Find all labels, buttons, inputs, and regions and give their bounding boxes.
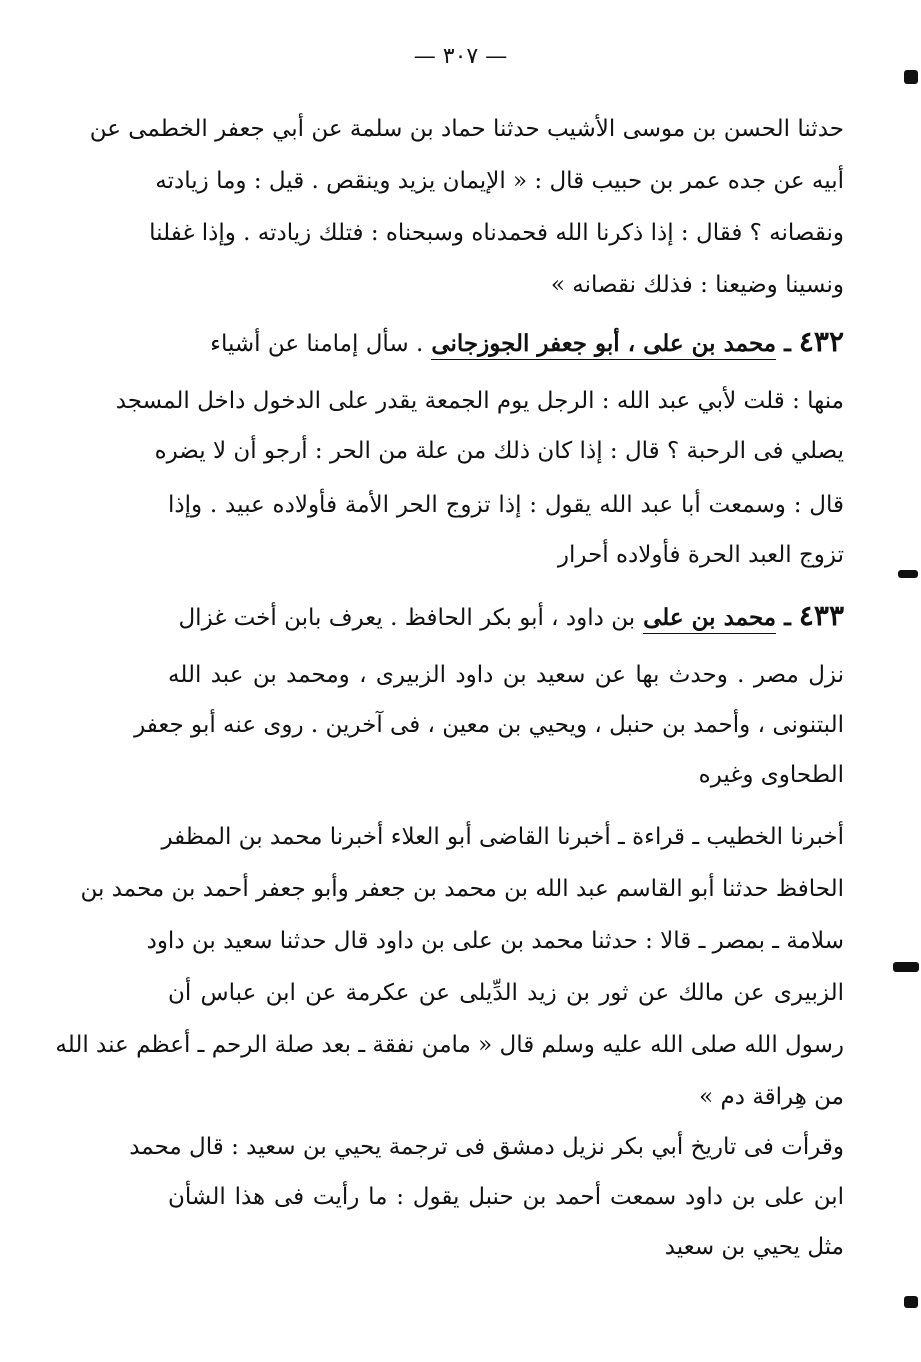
entry-number: ٤٣٣ bbox=[798, 599, 844, 632]
text-line: وقرأت فى تاريخ أبي بكر نزيل دمشق فى ترجمة يحيي بن سعيد : قال محمد bbox=[129, 1134, 844, 1160]
text-line: يصلي فى الرحبة ؟ قال : إذا كان ذلك من علة من الحر : أرجو أن لا يضره bbox=[154, 438, 844, 464]
entry-433-final bbox=[129, 1134, 844, 1276]
text-line: ابن على بن داود سمعت أحمد بن حنبل يقول : ما رأيت فى هذا الشأن bbox=[168, 1184, 844, 1210]
text-line: حدثنا الحسن بن موسى الأشيب حدثنا حماد بن سلمة عن أبي جعفر الخطمى عن bbox=[89, 116, 844, 142]
text-line: الحافظ حدثنا أبو القاسم عبد الله بن محمد بن جعفر وأبو جعفر أحمد بن محمد بن bbox=[80, 876, 844, 902]
text-line: ونسينا وضيعنا : فذلك نقصانه » bbox=[550, 272, 844, 298]
text-line: مثل يحيي بن سعيد bbox=[664, 1234, 844, 1260]
text-line: الزبيرى عن مالك عن ثور بن زيد الدِّيلى عن عكرمة عن ابن عباس أن bbox=[168, 980, 844, 1006]
text-line: سلامة ـ بمصر ـ قالا : حدثنا محمد بن على بن داود قال حدثنا سعيد بن داود bbox=[146, 928, 844, 954]
text-line: الطحاوى وغيره bbox=[698, 762, 844, 788]
text-line: من هِراقة دم » bbox=[699, 1084, 844, 1110]
text-line: أخبرنا الخطيب ـ قراءة ـ أخبرنا القاضى أبو العلاء أخبرنا محمد بن المظفر bbox=[161, 824, 844, 850]
binding-mark bbox=[893, 962, 919, 972]
paragraph-hadith-iman bbox=[89, 116, 844, 308]
heading-dash: ـ bbox=[776, 330, 791, 357]
heading-line bbox=[168, 599, 844, 632]
entry-432-heading bbox=[168, 325, 844, 372]
text-line: رسول الله صلى الله عليه وسلم قال « مامن نفقة ـ بعد صلة الرحم ـ أعظم عند الله bbox=[55, 1032, 844, 1058]
binding-mark bbox=[904, 1296, 918, 1308]
text-line: قال : وسمعت أبا عبد الله يقول : إذا تزوج الحر الأمة فأولاده عبيد . وإذا bbox=[168, 492, 844, 518]
text-line: نزل مصر . وحدث بها عن سعيد بن داود الزبيرى ، ومحمد بن عبد الله bbox=[168, 662, 844, 688]
entry-432-body bbox=[115, 388, 844, 580]
entry-number: ٤٣٢ bbox=[798, 325, 844, 358]
text-line: منها : قلت لأبي عبد الله : الرجل يوم الجمعة يقدر على الدخول داخل المسجد bbox=[115, 388, 844, 414]
entry-433-isnad bbox=[55, 824, 844, 1126]
entry-name: محمد بن على bbox=[643, 604, 776, 634]
heading-line bbox=[168, 325, 844, 358]
binding-mark bbox=[898, 570, 918, 578]
entry-name: محمد بن على ، أبو جعفر الجوزجانى bbox=[431, 330, 776, 360]
heading-dash: ـ bbox=[776, 604, 791, 631]
entry-433-body bbox=[134, 662, 844, 814]
heading-rest: بن داود ، أبو بكر الحافظ . يعرف بابن أخت غزال bbox=[178, 605, 636, 631]
entry-433-heading bbox=[168, 599, 844, 646]
text-line: البتنونى ، وأحمد بن حنبل ، ويحيي بن معين ، فى آخرين . روى عنه أبو جعفر bbox=[134, 712, 844, 738]
text-line: ونقصانه ؟ فقال : إذا ذكرنا الله فحمدناه وسبحناه : فتلك زيادته . وإذا غفلنا bbox=[149, 220, 844, 246]
binding-mark bbox=[904, 70, 918, 84]
page-number: — ٣٠٧ — bbox=[413, 44, 508, 69]
heading-rest: . سأل إمامنا عن أشياء bbox=[210, 331, 424, 357]
text-line: أبيه عن جده عمر بن حبيب قال : « الإيمان يزيد وينقص . قيل : وما زيادته bbox=[155, 168, 844, 194]
text-line: تزوج العبد الحرة فأولاده أحرار bbox=[557, 542, 844, 568]
